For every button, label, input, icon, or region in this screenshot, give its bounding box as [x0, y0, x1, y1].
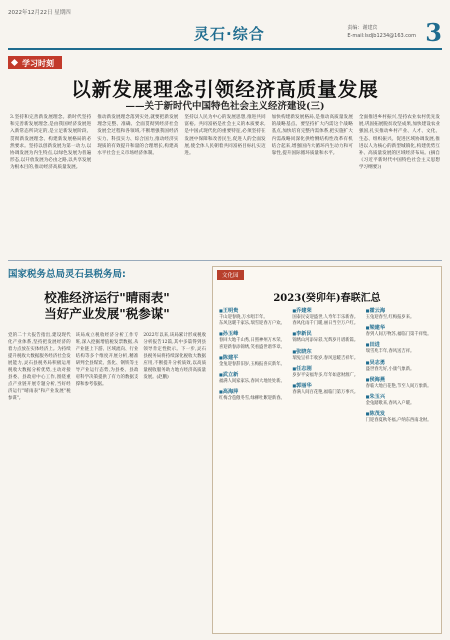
- couplet-author: ■ 田进: [366, 341, 435, 348]
- couplet-author: ■ 朱玉兴: [366, 393, 435, 400]
- story-headline-1: 校准经济运行"晴雨表": [44, 290, 170, 305]
- couplet-entry: [292, 348, 361, 362]
- main-article: [10, 114, 440, 256]
- couplet-author: ■ 梁建华: [366, 324, 435, 331]
- couplet-entry: [219, 307, 288, 327]
- column-label: 学习时刻: [8, 56, 62, 69]
- story-column-2: 该局成立税收经济分析工作专班,深入挖掘增值税发票数据,从产业链上下游、区域流向、行业结构等多个维度开展分析,精准研判全县煤炭、焦化、钢铁等主导产业运行态势,为县委、县政府科学决策提供了有力的数据支撑和参考依据。: [75, 333, 139, 387]
- couplet-author: ■ 张晓东: [292, 348, 361, 355]
- couplet-author: ■ 陈建平: [219, 354, 288, 361]
- couplet-entry: [219, 371, 288, 385]
- couplet-author: ■ 高海萍: [219, 388, 288, 395]
- couplet-line: 金兔踏歌来,春风入户暖。: [365, 401, 415, 407]
- couplet-author: ■ 郭丽华: [292, 382, 361, 389]
- couplet-line: 门迎春夏秋冬福,户纳东西南北财。: [365, 418, 432, 424]
- couplet-line: 红梅含苞傲冬雪,绿柳吐絮迎新春。: [219, 396, 285, 402]
- couplet-line: 国泰民安迎盛世,人寿年丰乐新春。: [292, 315, 359, 320]
- couplet-entry: [366, 376, 435, 390]
- couplet-entry: [219, 388, 288, 402]
- couplet-author: ■ 侯海燕: [366, 376, 435, 383]
- couplet-line: 锦绣山河添异彩,光辉岁月谱新篇。: [292, 338, 359, 344]
- story-column-1: 党的二十大报告指出,建设现代化产业体系,坚持把发展经济的着力点放在实体经济上。为持续提升税收大数据服务经济社会发展能力,灵石县税务局积极运用税收大数据分析优势,主动对接县委、县政府中心工作,围绕重点产业链开展专题分析,当好经济运行"晴雨表"和产业发展"税参谋"。: [8, 333, 71, 401]
- couplet-line: 岁岁平安福寿多,年年如意财源广。: [292, 372, 359, 378]
- article-column-3: 坚持以人民为中心的发展思想,推进共同富裕。共同富裕是社会主义的本质要求,是中国式现代化的重要特征,必须坚持在发展中保障和改善民生,促进人的全面发展,使全体人民朝着共同富裕目标扎实迈进。: [184, 115, 266, 157]
- masthead: [8, 16, 442, 50]
- section-title: 灵石·综合: [194, 25, 265, 43]
- couplet-entry: [219, 330, 288, 350]
- couplet-entry: [292, 365, 361, 379]
- couplet-line: 喜迎新春添锦绣,笑看盛世谱华章。: [219, 344, 285, 350]
- couplet-line: 金兔迎春辞旧岁,玉梅报喜庆新年。: [219, 361, 285, 367]
- couplet-line: 瑞雪兆丰年,春风送吉祥。: [365, 349, 415, 355]
- couplet-line: 玉兔迎春至,红梅报岁来。: [365, 315, 415, 320]
- couplet-line: 盛世春光好,小康气象新。: [365, 366, 415, 372]
- issue-date: 2022年12月22日 星期四: [8, 10, 71, 16]
- article-column-5: 全面推进乡村振兴,坚持农业农村优先发展,巩固拓展脱贫攻坚成果,加快建设农业强国,扎实推动乡村产业、人才、文化、生态、组织振兴。促进区域协调发展,推进以人为核心的新型城镇化,构建优势互补、高质量发展的区域经济布局。(摘自《习近平新时代中国特色社会主义思想学习纲要》): [358, 115, 441, 171]
- couplet-author: ■ 霍云海: [366, 307, 435, 314]
- couplets-grid: [219, 307, 435, 627]
- couplet-line: 千山迎春晓,万水唱丰年。: [219, 315, 268, 320]
- couplet-entry: [292, 382, 361, 396]
- tax-bureau-story: [8, 266, 206, 634]
- couplet-entry: [292, 307, 361, 327]
- couplet-line: 东风送暖千家乐,瑞雪迎春万户欢。: [219, 321, 285, 327]
- couplet-entry: [366, 341, 435, 355]
- couplet-line: 春临大地百花艳,节至人间万象新。: [365, 383, 432, 389]
- couplet-line: 春风化雨千门暖,丽日当空万户红。: [292, 321, 359, 327]
- editor-info: [347, 24, 416, 40]
- couplets-column: [366, 307, 435, 627]
- couplet-author: ■ 武立新: [219, 371, 288, 378]
- couplet-author: ■ 乔建荣: [292, 307, 361, 314]
- article-column-4: 加快构建新发展格局,是推动高质量发展的战略基点。要坚持扩大内需这个战略基点,加快培育完整内需体系,把实施扩大内需战略同深化供给侧结构性改革有机结合起来,增强国内大循环内生动力和可靠性,提升国际循环质量和水平。: [271, 115, 353, 157]
- story-body: [8, 332, 206, 622]
- couplet-line: 春到人间万物苏,福临门第千祥集。: [365, 332, 432, 338]
- editor-name: 责编：谢建宾: [347, 25, 378, 31]
- couplet-entry: [366, 359, 435, 373]
- couplet-entry: [219, 354, 288, 368]
- couplet-author: ■ 陈茂发: [366, 410, 435, 417]
- story-column-3: 2022年以来,该局累计形成税收分析报告12篇,其中多篇得到县领导肯定性批示。下一步,灵石县税务局将持续深化税收大数据应用,不断提升分析质效,以高质量税收服务助力地方经济高质量发展。(赵鹏): [143, 333, 207, 380]
- couplet-entry: [366, 324, 435, 338]
- story-kicker: 国家税务总局灵石县税务局:: [8, 269, 126, 280]
- culture-tag: 文化园: [217, 270, 244, 280]
- couplet-author: ■ 李新民: [292, 330, 361, 337]
- main-subheadline: ——关于新时代中国特色社会主义经济建设(三): [125, 101, 325, 112]
- couplet-line: 春满人间百花艳,福临门第万事兴。: [292, 390, 359, 396]
- editor-email: E-mail:lsdjb1234@163.com: [347, 33, 416, 39]
- page-number: 3: [425, 18, 442, 47]
- main-headline: 以新发展理念引领经济高质量发展: [71, 78, 379, 101]
- couplet-author: ■ 王明贵: [219, 307, 288, 314]
- couplet-entry: [292, 330, 361, 344]
- couplet-line: 福满人间家家乐,春回大地处处新。: [219, 379, 285, 385]
- article-column-2: 推动新发展理念落到实处,就要把新发展理念完整、准确、全面贯彻到经济社会发展全过程和各领域,不断增强我国经济实力、科技实力、综合国力,推动经济实现质的有效提升和量的合理增长,构建高水平社会主义市场经济体制。: [97, 115, 179, 157]
- couplet-author: ■ 任志刚: [292, 365, 361, 372]
- couplets-column: [292, 307, 361, 627]
- couplet-line: 春回大地千山秀,日照神州万木荣。: [219, 338, 285, 344]
- couplets-panel: [212, 266, 442, 634]
- couplet-entry: [366, 410, 435, 424]
- section-divider: [8, 260, 442, 261]
- article-column-1: 3.坚持和完善新发展理念。新时代坚持和完善新发展理念,是由我国经济发展进入新常态所决定的,是立足新发展阶段、贯彻新发展理念、构建新发展格局的必然要求。坚持以创新发展为第一动力,以协调发展为内生特点,以绿色发展为普遍形态,以开放发展为必由之路,以共享发展为根本目的,推动经济高质量发展。: [10, 115, 92, 171]
- couplets-column: [219, 307, 288, 627]
- couplet-entry: [366, 307, 435, 321]
- couplet-author: ■ 吴志勇: [366, 359, 435, 366]
- couplet-entry: [366, 393, 435, 407]
- couplet-line: 瑞兔呈祥丰收岁,春风送暖吉祥年。: [292, 355, 359, 361]
- couplets-title: 2023(癸卯年)春联汇总: [273, 293, 381, 304]
- story-headline-2: 当好产业发展"税参谋": [44, 306, 170, 321]
- couplet-author: ■ 孙玉峰: [219, 330, 288, 337]
